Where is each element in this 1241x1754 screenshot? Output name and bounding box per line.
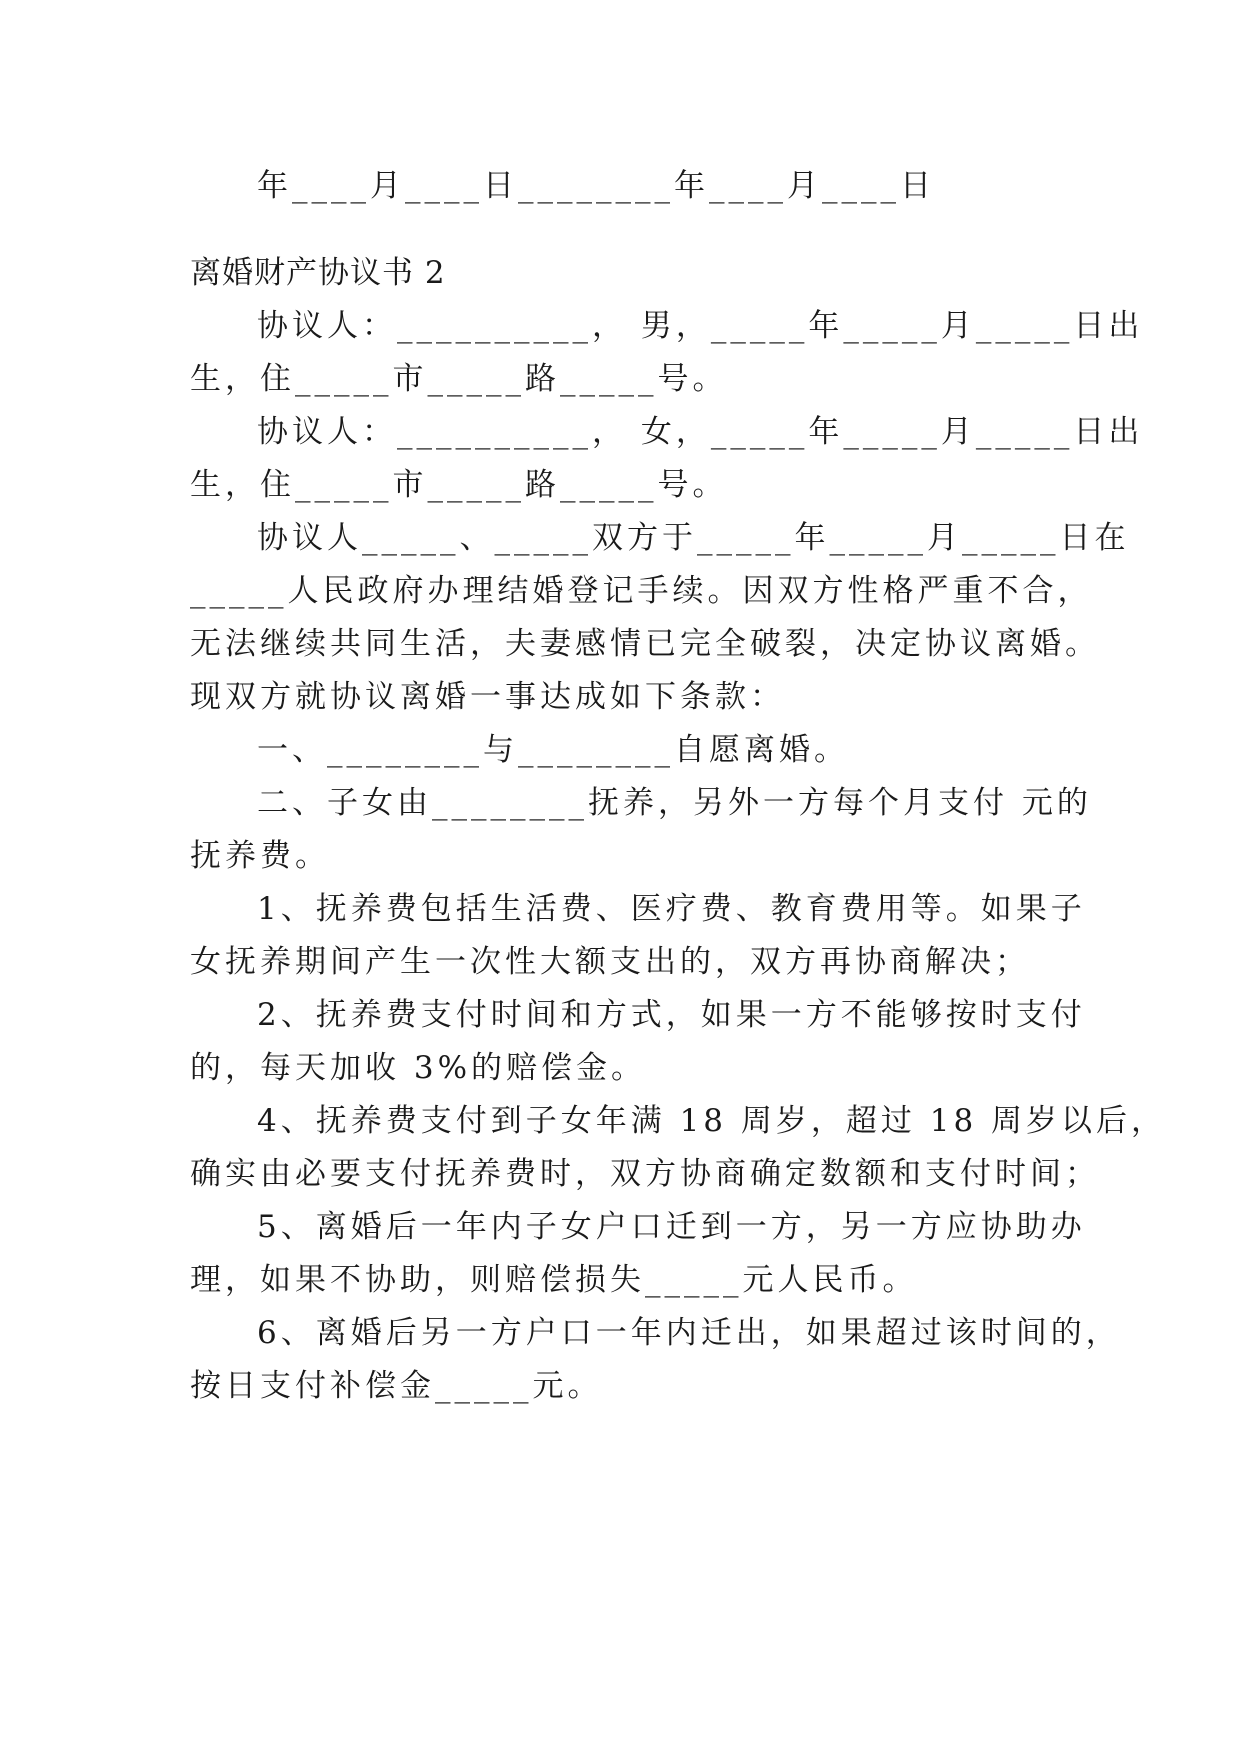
paragraph-line: 协议人_____、_____双方于_____年_____月_____日在	[257, 520, 1130, 556]
paragraph-line: 5、离婚后一年内子女户口迁到一方，另一方应协助办	[257, 1209, 1086, 1245]
paragraph-line: _____人民政府办理结婚登记手续。因双方性格严重不合，	[190, 573, 1093, 609]
paragraph-line: 生，住_____市_____路_____号。	[190, 467, 728, 503]
paragraph-line: 按日支付补偿金_____元。	[190, 1368, 603, 1404]
paragraph-line: 二、子女由________抚养，另外一方每个月支付 元的	[257, 785, 1092, 821]
paragraph-line: 6、离婚后另一方户口一年内迁出，如果超过该时间的，	[257, 1315, 1121, 1351]
paragraph-line: 一、________与________自愿离婚。	[257, 732, 849, 768]
paragraph-line: 1、抚养费包括生活费、医疗费、教育费用等。如果子	[257, 891, 1086, 927]
paragraph-line: 生，住_____市_____路_____号。	[190, 361, 728, 397]
document-title: 离婚财产协议书 2	[190, 255, 446, 291]
paragraph-line: 现双方就协议离婚一事达成如下条款：	[190, 679, 785, 715]
paragraph-line: 的，每天加收 3%的赔偿金。	[190, 1050, 647, 1086]
paragraph-line: 无法继续共同生活，夫妻感情已完全破裂，决定协议离婚。	[190, 626, 1100, 662]
paragraph-line: 4、抚养费支付到子女年满 18 周岁，超过 18 周岁以后，	[257, 1103, 1167, 1139]
paragraph-line: 2、抚养费支付时间和方式，如果一方不能够按时支付	[257, 997, 1086, 1033]
paragraph-line: 抚养费。	[190, 838, 330, 874]
paragraph-line: 协议人：__________， 男，_____年_____月_____日出	[257, 308, 1144, 344]
paragraph-line: 确实由必要支付抚养费时，双方协商确定数额和支付时间；	[190, 1156, 1100, 1192]
paragraph-line: 女抚养期间产生一次性大额支出的，双方再协商解决；	[190, 944, 1030, 980]
paragraph-line: 理，如果不协助，则赔偿损失_____元人民币。	[190, 1262, 918, 1298]
date-line: 年____月____日________年____月____日	[257, 168, 935, 204]
paragraph-line: 协议人：__________， 女，_____年_____月_____日出	[257, 414, 1144, 450]
